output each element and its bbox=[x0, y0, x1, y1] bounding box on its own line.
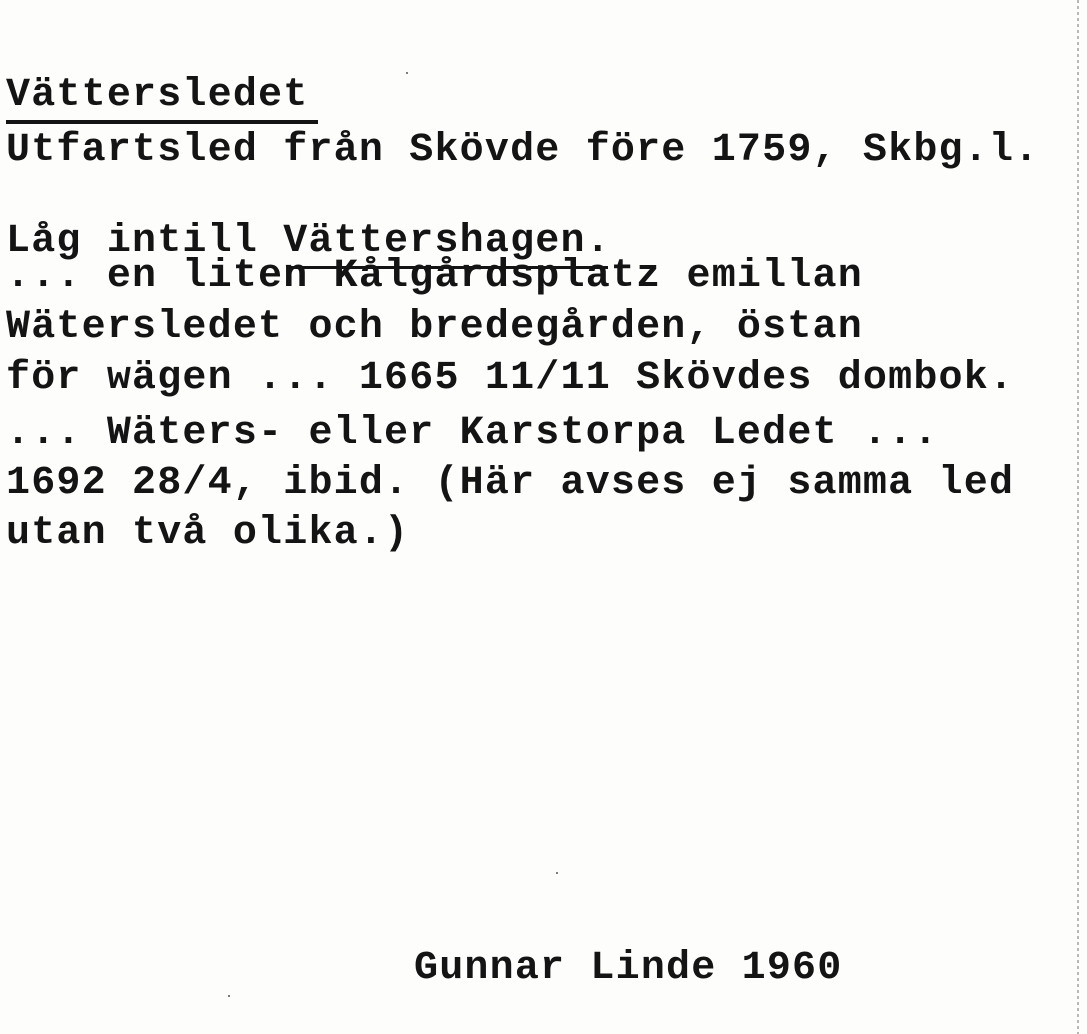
text-line-7: 1692 28/4, ibid. (Här avses ej samma led bbox=[6, 461, 1015, 506]
text-line-3: ... en liten Kålgårdsplatz emillan bbox=[6, 254, 863, 299]
text-line-5: för wägen ... 1665 11/11 Skövdes dombok. bbox=[6, 356, 1015, 401]
card-edge bbox=[1077, 0, 1079, 1034]
text-line-8: utan två olika.) bbox=[6, 511, 410, 556]
paper-speck bbox=[556, 872, 558, 874]
paper-speck bbox=[228, 995, 230, 997]
text-line-6: ... Wäters- eller Karstorpa Ledet ... bbox=[6, 411, 939, 456]
text-line-2: Låg intill Vättershagen. bbox=[6, 219, 611, 264]
paper-speck bbox=[406, 72, 408, 74]
text-line-4: Wätersledet och bredegården, östan bbox=[6, 305, 863, 350]
signature: Gunnar Linde 1960 bbox=[414, 946, 843, 991]
card-title: Vättersledet bbox=[6, 73, 309, 118]
text-line-1: Utfartsled från Skövde före 1759, Skbg.l. bbox=[6, 128, 1040, 173]
title-underline bbox=[6, 120, 318, 124]
